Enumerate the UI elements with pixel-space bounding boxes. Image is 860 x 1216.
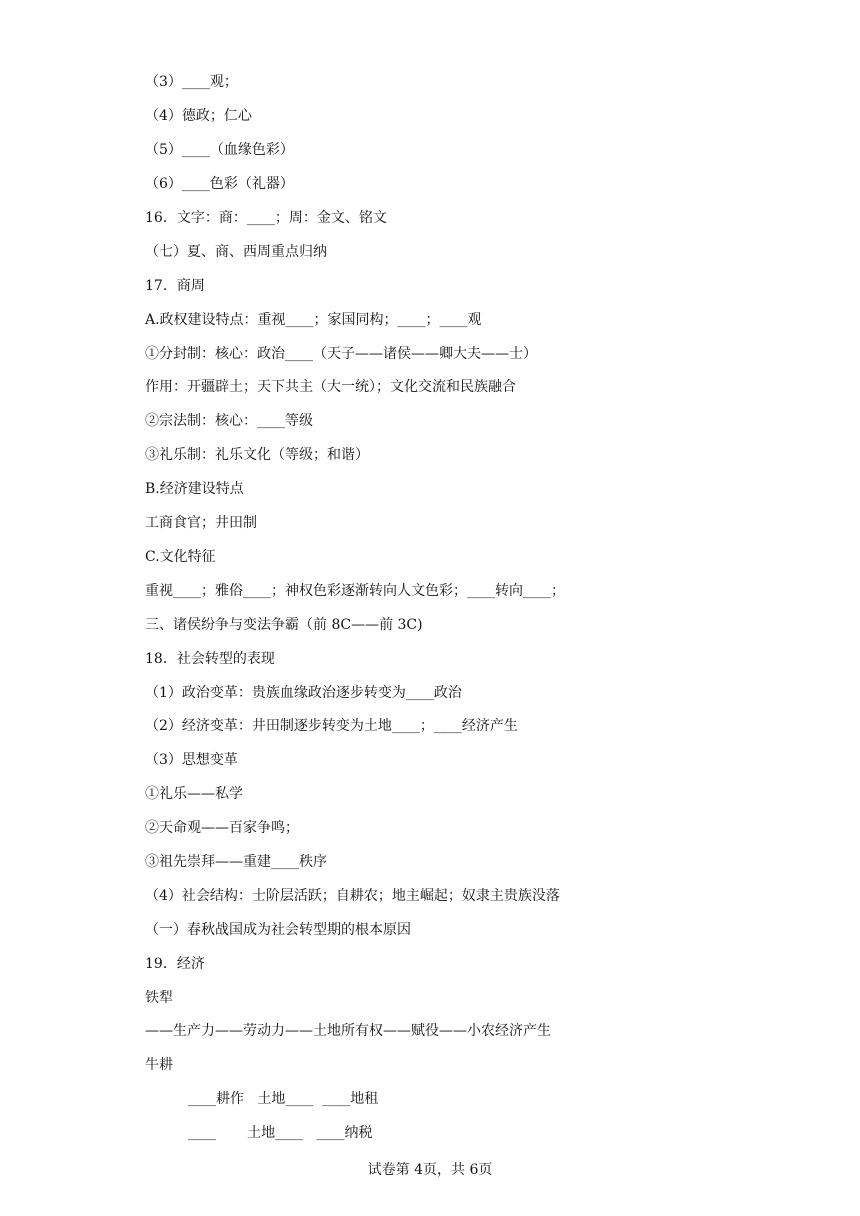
line-25: （4）社会结构：士阶层活跃；自耕农；地主崛起；奴隶主贵族没落 [145, 888, 560, 904]
line-28: 铁犁 [145, 990, 173, 1006]
line-1: （3）____观； [145, 74, 238, 90]
line-20: （2）经济变革：井田制逐步转变为土地____；____经济产生 [145, 718, 518, 734]
line-22: ①礼乐——私学 [145, 786, 243, 802]
line-29: ——生产力——劳动力——土地所有权——赋役——小农经济产生 [145, 1023, 551, 1039]
line-31: ____耕作 土地____ ____地租 [188, 1091, 379, 1107]
line-6: （七）夏、商、西周重点归纳 [145, 244, 327, 260]
line-13: B.经济建设特点 [145, 481, 244, 497]
line-11: ②宗法制：核心：____等级 [145, 413, 313, 429]
line-15: C.文化特征 [145, 549, 216, 565]
line-32: ____ 土地____ ____纳税 [188, 1125, 373, 1141]
line-12: ③礼乐制：礼乐文化（等级；和谐） [145, 447, 369, 463]
page-footer: 试卷第 4页，共 6页 [367, 1162, 493, 1178]
line-7: 17．商周 [145, 278, 205, 294]
line-30: 牛耕 [145, 1057, 173, 1073]
line-27: 19．经济 [145, 956, 205, 972]
line-10: 作用：开疆辟土；天下共主（大一统）；文化交流和民族融合 [145, 379, 516, 395]
line-5: 16．文字：商：____；周：金文、铭文 [145, 210, 387, 226]
line-26: （一）春秋战国成为社会转型期的根本原因 [145, 922, 411, 938]
line-14: 工商食官；井田制 [145, 515, 257, 531]
line-23: ②天命观——百家争鸣； [145, 820, 299, 836]
line-4: （6）____色彩（礼器） [145, 176, 294, 192]
line-8: A.政权建设特点：重视____；家国同构；____；____观 [145, 312, 482, 328]
line-9: ①分封制：核心：政治____（天子——诸侯——卿大夫——士） [145, 346, 537, 362]
line-18: 18．社会转型的表现 [145, 651, 275, 667]
line-17: 三、诸侯纷争与变法争霸（前 8C——前 3C) [145, 617, 423, 633]
line-2: （4）德政；仁心 [145, 108, 252, 124]
line-19: （1）政治变革：贵族血缘政治逐步转变为____政治 [145, 685, 462, 701]
line-3: （5）____（血缘色彩） [145, 142, 294, 158]
line-16: 重视____；雅俗____；神权色彩逐渐转向人文色彩；____转向____； [145, 583, 565, 599]
line-24: ③祖先崇拜——重建____秩序 [145, 854, 327, 870]
line-21: （3）思想变革 [145, 752, 238, 768]
